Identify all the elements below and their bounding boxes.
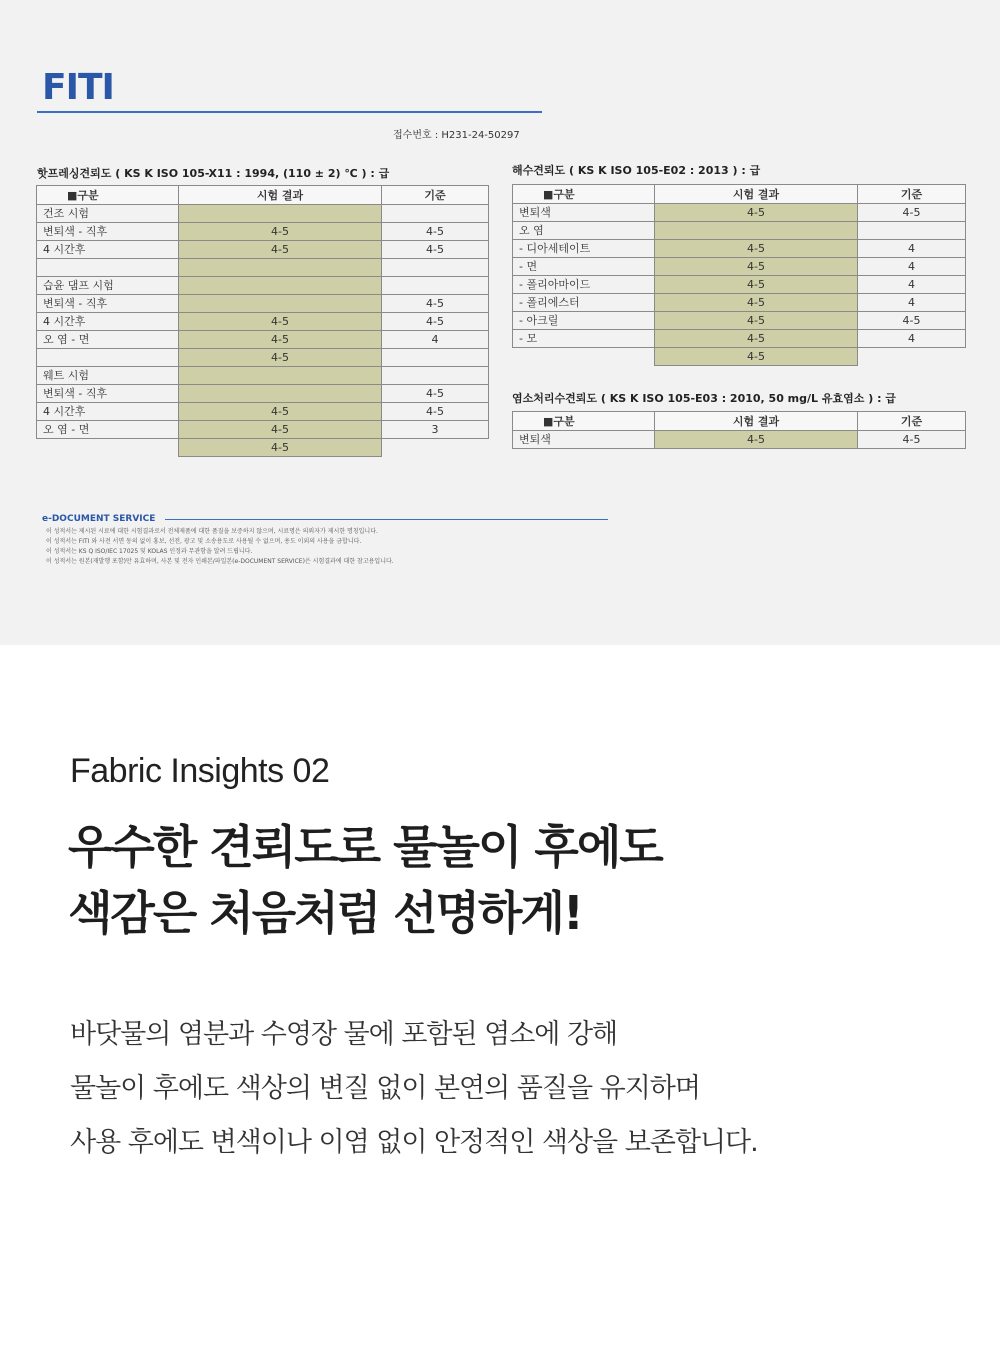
row-result: 4-5 bbox=[179, 439, 382, 457]
row-label: 변퇴색 bbox=[513, 204, 655, 222]
row-standard: 4-5 bbox=[382, 403, 489, 421]
row-result: 4-5 bbox=[655, 258, 858, 276]
row-result: 4-5 bbox=[179, 331, 382, 349]
receipt-number: 접수번호 : H231-24-50297 bbox=[393, 130, 520, 141]
row-standard bbox=[382, 439, 489, 457]
edoc-note: 이 성적서는 원본(재발행 포함)만 유효하며, 사본 및 전자 인쇄본/파일본(e-DOCUMENT SERVICE)은 시험결과에 대한 참고용입니다. bbox=[46, 558, 394, 565]
header-category: ■구분 bbox=[37, 186, 179, 205]
row-standard: 4-5 bbox=[858, 204, 966, 222]
table-row bbox=[513, 431, 966, 449]
row-label: 변퇴색 - 직후 bbox=[37, 223, 179, 241]
row-label: - 폴리아마이드 bbox=[513, 276, 655, 294]
row-result: 4-5 bbox=[655, 330, 858, 348]
table-row bbox=[513, 276, 966, 294]
row-result: 4-5 bbox=[655, 240, 858, 258]
row-standard: 4-5 bbox=[858, 431, 966, 449]
row-standard bbox=[858, 222, 966, 240]
row-result bbox=[179, 205, 382, 223]
header-rule bbox=[37, 111, 542, 113]
row-standard bbox=[858, 348, 966, 366]
row-label: - 디아세테이트 bbox=[513, 240, 655, 258]
test-report-image bbox=[0, 0, 1000, 645]
row-label: 오 염 - 면 bbox=[37, 421, 179, 439]
table-row bbox=[37, 421, 489, 439]
row-standard bbox=[382, 349, 489, 367]
row-label bbox=[37, 259, 179, 277]
table-row bbox=[513, 222, 966, 240]
table-row bbox=[37, 367, 489, 385]
header-standard: 기준 bbox=[858, 185, 966, 204]
headline-line: 우수한 견뢰도로 물놀이 후에도 bbox=[68, 820, 662, 874]
chlorinated-water-table bbox=[512, 411, 966, 449]
row-result: 4-5 bbox=[655, 276, 858, 294]
row-label: 4 시간후 bbox=[37, 313, 179, 331]
row-standard: 4 bbox=[858, 276, 966, 294]
row-label: 4 시간후 bbox=[37, 403, 179, 421]
header-category: ■구분 bbox=[513, 412, 655, 431]
row-standard: 4 bbox=[858, 330, 966, 348]
row-standard bbox=[382, 259, 489, 277]
edoc-notes bbox=[46, 527, 394, 567]
row-result: 4-5 bbox=[655, 431, 858, 449]
row-label: 변퇴색 - 직후 bbox=[37, 295, 179, 313]
row-label: 오 염 - 면 bbox=[37, 331, 179, 349]
row-label: 습윤 댐프 시험 bbox=[37, 277, 179, 295]
row-label: 4 시간후 bbox=[37, 241, 179, 259]
row-standard: 4 bbox=[858, 258, 966, 276]
table-row bbox=[37, 331, 489, 349]
row-standard: 4 bbox=[382, 331, 489, 349]
row-result bbox=[179, 385, 382, 403]
row-result bbox=[179, 277, 382, 295]
table-row bbox=[513, 348, 966, 366]
row-result: 4-5 bbox=[179, 421, 382, 439]
row-label bbox=[513, 348, 655, 366]
edoc-rule bbox=[165, 519, 608, 520]
row-label: 오 염 bbox=[513, 222, 655, 240]
row-standard: 4-5 bbox=[382, 223, 489, 241]
row-standard bbox=[382, 277, 489, 295]
fiti-logo: FITI bbox=[42, 67, 114, 108]
row-result: 4-5 bbox=[179, 241, 382, 259]
header-standard: 기준 bbox=[382, 186, 489, 205]
edoc-note: 이 성적서는 FITI 와 사전 서면 동의 없이 홍보, 선전, 광고 및 소송용도로 사용될 수 없으며, 용도 이외의 사용을 금합니다. bbox=[46, 538, 362, 545]
row-standard: 4-5 bbox=[382, 313, 489, 331]
body-line: 물놀이 후에도 색상의 변질 없이 본연의 품질을 유지하며 bbox=[70, 1073, 700, 1104]
edoc-note: 이 성적서는 KS Q ISO/IEC 17025 및 KOLAS 인정과 무관함을 알려 드립니다. bbox=[46, 548, 253, 555]
row-result: 4-5 bbox=[655, 348, 858, 366]
hot-pressing-table bbox=[36, 185, 489, 457]
row-label: - 모 bbox=[513, 330, 655, 348]
row-result bbox=[179, 295, 382, 313]
table-row bbox=[513, 204, 966, 222]
row-result: 4-5 bbox=[655, 204, 858, 222]
row-standard bbox=[382, 367, 489, 385]
table-row bbox=[513, 240, 966, 258]
row-standard: 4-5 bbox=[382, 241, 489, 259]
header-category: ■구분 bbox=[513, 185, 655, 204]
header-standard: 기준 bbox=[858, 412, 966, 431]
table-row bbox=[513, 294, 966, 312]
table-row bbox=[37, 241, 489, 259]
row-label: 변퇴색 - 직후 bbox=[37, 385, 179, 403]
table-row bbox=[513, 312, 966, 330]
row-standard: 4 bbox=[858, 240, 966, 258]
header-result: 시험 결과 bbox=[179, 186, 382, 205]
row-label bbox=[37, 349, 179, 367]
table-row bbox=[513, 330, 966, 348]
headline bbox=[68, 814, 662, 946]
body-line: 사용 후에도 변색이나 이염 없이 안정적인 색상을 보존합니다. bbox=[70, 1127, 758, 1158]
row-label: - 폴리에스터 bbox=[513, 294, 655, 312]
table-row bbox=[37, 259, 489, 277]
table3-title: 염소처리수견뢰도 ( KS K ISO 105-E03 : 2010, 50 mg/L 유효염소 ) : 급 bbox=[512, 392, 896, 405]
row-label: - 아크릴 bbox=[513, 312, 655, 330]
row-result bbox=[179, 367, 382, 385]
row-result: 4-5 bbox=[655, 294, 858, 312]
row-standard: 4 bbox=[858, 294, 966, 312]
row-result: 4-5 bbox=[179, 403, 382, 421]
row-label: - 면 bbox=[513, 258, 655, 276]
header-result: 시험 결과 bbox=[655, 185, 858, 204]
table-row bbox=[37, 295, 489, 313]
row-label bbox=[37, 439, 179, 457]
section-eyebrow: Fabric Insights 02 bbox=[70, 752, 330, 790]
row-standard: 4-5 bbox=[382, 295, 489, 313]
table2-title: 해수견뢰도 ( KS K ISO 105-E02 : 2013 ) : 급 bbox=[512, 164, 761, 177]
row-result bbox=[655, 222, 858, 240]
row-result: 4-5 bbox=[179, 223, 382, 241]
body-line: 바닷물의 염분과 수영장 물에 포함된 염소에 강해 bbox=[70, 1019, 618, 1050]
edoc-title: e-DOCUMENT SERVICE bbox=[42, 514, 156, 524]
seawater-table bbox=[512, 184, 966, 366]
row-result: 4-5 bbox=[179, 313, 382, 331]
row-standard: 4-5 bbox=[382, 385, 489, 403]
header-result: 시험 결과 bbox=[655, 412, 858, 431]
row-label: 웨트 시험 bbox=[37, 367, 179, 385]
table-row bbox=[37, 277, 489, 295]
row-label: 변퇴색 bbox=[513, 431, 655, 449]
headline-line: 색감은 처음처럼 선명하게! bbox=[68, 886, 582, 940]
row-label: 건조 시험 bbox=[37, 205, 179, 223]
row-standard: 3 bbox=[382, 421, 489, 439]
row-standard: 4-5 bbox=[858, 312, 966, 330]
row-result bbox=[179, 259, 382, 277]
row-standard bbox=[382, 205, 489, 223]
edoc-note: 이 성적서는 제시된 시료에 대한 시험결과로서 전체제품에 대한 품질을 보증하지 않으며, 시료명은 의뢰자가 제시한 명칭입니다. bbox=[46, 528, 378, 535]
table-row bbox=[513, 258, 966, 276]
table-row bbox=[37, 313, 489, 331]
body-text bbox=[70, 1008, 758, 1170]
table-row bbox=[37, 439, 489, 457]
table-row bbox=[37, 385, 489, 403]
row-result: 4-5 bbox=[179, 349, 382, 367]
table-row bbox=[37, 403, 489, 421]
table-row bbox=[37, 223, 489, 241]
table-row bbox=[37, 349, 489, 367]
table1-title: 핫프레싱견뢰도 ( KS K ISO 105-X11 : 1994, (110 ± 2) ℃ ) : 급 bbox=[37, 167, 390, 180]
row-result: 4-5 bbox=[655, 312, 858, 330]
table-row bbox=[37, 205, 489, 223]
